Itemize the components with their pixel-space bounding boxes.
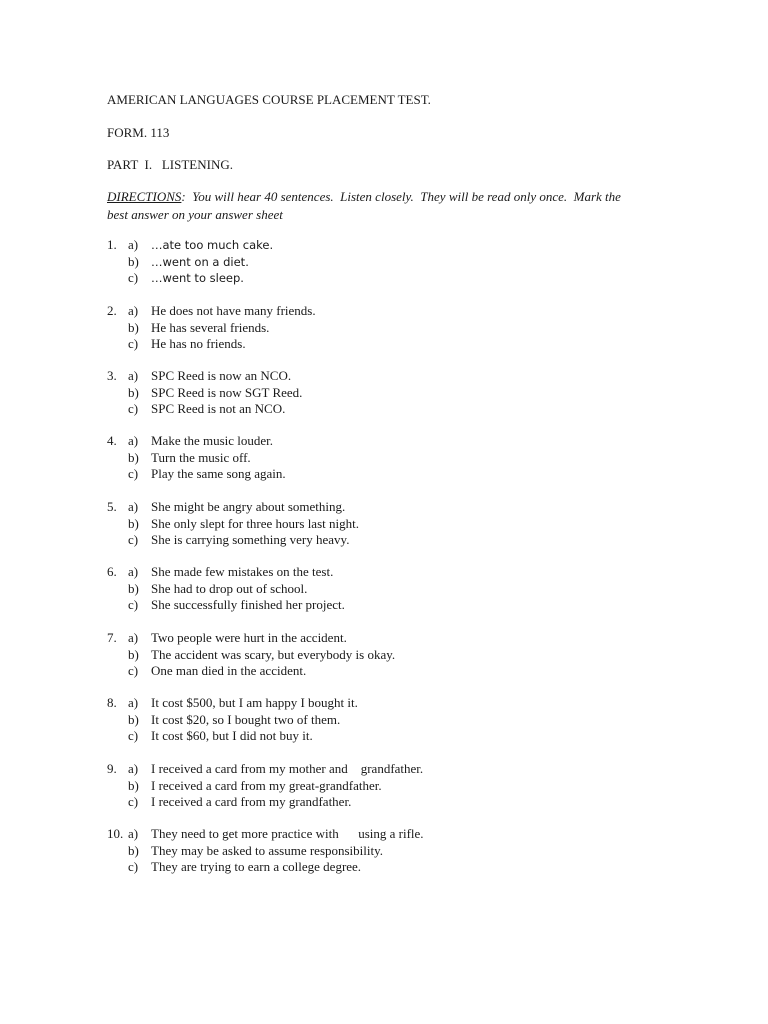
option-letter: a) [128, 433, 139, 448]
option-text: Make the music louder. [151, 433, 274, 448]
option-row [107, 320, 507, 337]
option-letter: b) [128, 449, 139, 465]
option-letter: b) [128, 711, 139, 727]
option-row [107, 499, 507, 516]
option-row [107, 630, 507, 647]
option-text: Play the same song again. [151, 466, 286, 482]
option-letter: c) [128, 859, 139, 875]
option-text: He does not have many friends. [151, 303, 316, 318]
option-row [107, 516, 507, 533]
option-letter: a) [128, 695, 139, 710]
question-10 [107, 826, 507, 876]
part-heading: PART I. LISTENING. [107, 157, 233, 172]
option-letter: b) [128, 777, 139, 793]
option-row [107, 254, 507, 271]
option-letter: c) [128, 728, 139, 744]
question-number: 6. [107, 564, 117, 579]
option-text: …went to sleep. [151, 271, 244, 286]
question-6 [107, 564, 507, 614]
question-2 [107, 303, 507, 353]
question-number: 3. [107, 368, 117, 383]
question-number: 9. [107, 761, 117, 776]
option-row [107, 695, 507, 712]
option-letter: b) [128, 384, 139, 400]
option-letter: a) [128, 237, 139, 252]
option-text: It cost $60, but I did not buy it. [151, 728, 313, 744]
question-number: 2. [107, 303, 117, 318]
option-row [107, 336, 507, 353]
option-row [107, 663, 507, 680]
option-text: He has several friends. [151, 319, 270, 335]
option-text: The accident was scary, but everybody is okay. [151, 646, 396, 662]
question-1 [107, 237, 507, 287]
option-letter: b) [128, 646, 139, 662]
question-4 [107, 433, 507, 483]
option-letter: c) [128, 663, 139, 679]
option-row [107, 564, 507, 581]
option-text: I received a card from my grandfather. [151, 794, 352, 810]
option-letter: b) [128, 515, 139, 531]
question-3 [107, 368, 507, 418]
option-letter: b) [128, 842, 139, 858]
option-text: She made few mistakes on the test. [151, 564, 334, 579]
option-row [107, 859, 507, 876]
option-row [107, 368, 507, 385]
question-number: 10. [107, 826, 124, 841]
option-row [107, 712, 507, 729]
option-row [107, 401, 507, 418]
option-letter: c) [128, 336, 139, 352]
option-text: It cost $20, so I bought two of them. [151, 711, 341, 727]
option-text: It cost $500, but I am happy I bought it. [151, 695, 358, 710]
option-text: SPC Reed is now SGT Reed. [151, 384, 303, 400]
option-text: She might be angry about something. [151, 499, 346, 514]
option-text: …went on a diet. [151, 254, 249, 269]
option-row [107, 794, 507, 811]
option-text: SPC Reed is not an NCO. [151, 401, 286, 417]
option-row [107, 728, 507, 745]
option-row [107, 647, 507, 664]
option-row [107, 843, 507, 860]
option-text: One man died in the accident. [151, 663, 307, 679]
question-number: 7. [107, 630, 117, 645]
option-row [107, 761, 507, 778]
question-8 [107, 695, 507, 745]
option-letter: c) [128, 794, 139, 810]
option-row [107, 450, 507, 467]
option-text: SPC Reed is now an NCO. [151, 368, 292, 383]
option-letter: b) [128, 253, 139, 269]
option-row [107, 532, 507, 549]
option-letter: c) [128, 597, 139, 613]
option-letter: b) [128, 580, 139, 596]
option-letter: c) [128, 401, 139, 417]
question-9 [107, 761, 507, 811]
question-number: 5. [107, 499, 117, 514]
option-text: I received a card from my mother and grandfather. [151, 761, 424, 776]
directions-line-2: best answer on your answer sheet [107, 207, 283, 222]
option-letter: a) [128, 826, 139, 841]
option-text: She is carrying something very heavy. [151, 532, 350, 548]
question-number: 4. [107, 433, 117, 448]
option-text: She only slept for three hours last night. [151, 515, 359, 531]
directions-text-1: : You will hear 40 sentences. Listen closely. They will be read only once. Mark the [181, 189, 621, 204]
directions-line-1 [107, 189, 621, 205]
option-text: Turn the music off. [151, 449, 251, 465]
option-row [107, 466, 507, 483]
option-row [107, 385, 507, 402]
question-number: 1. [107, 237, 117, 252]
option-text: She successfully finished her project. [151, 597, 345, 613]
option-text: She had to drop out of school. [151, 580, 308, 596]
option-letter: a) [128, 303, 139, 318]
option-letter: b) [128, 319, 139, 335]
directions-label: DIRECTIONS [107, 189, 182, 204]
option-letter: c) [128, 270, 139, 286]
option-row [107, 581, 507, 598]
form-number: FORM. 113 [107, 125, 170, 140]
question-number: 8. [107, 695, 117, 710]
option-letter: a) [128, 564, 139, 579]
option-letter: a) [128, 630, 139, 645]
option-text: He has no friends. [151, 336, 246, 352]
option-text: They are trying to earn a college degree. [151, 859, 362, 875]
option-row [107, 237, 507, 254]
option-text: They may be asked to assume responsibility. [151, 842, 384, 858]
option-letter: a) [128, 368, 139, 383]
option-text: …ate too much cake. [151, 238, 274, 252]
option-text: Two people were hurt in the accident. [151, 630, 347, 645]
option-letter: c) [128, 532, 139, 548]
option-row [107, 270, 507, 287]
option-row [107, 433, 507, 450]
option-letter: a) [128, 761, 139, 776]
test-title: AMERICAN LANGUAGES COURSE PLACEMENT TEST. [107, 92, 431, 107]
option-letter: c) [128, 466, 139, 482]
option-text: They need to get more practice with using a rifle. [151, 826, 424, 841]
question-5 [107, 499, 507, 549]
question-7 [107, 630, 507, 680]
option-text: I received a card from my great-grandfather. [151, 777, 382, 793]
option-letter: a) [128, 499, 139, 514]
option-row [107, 826, 507, 843]
option-row [107, 597, 507, 614]
option-row [107, 303, 507, 320]
option-row [107, 778, 507, 795]
